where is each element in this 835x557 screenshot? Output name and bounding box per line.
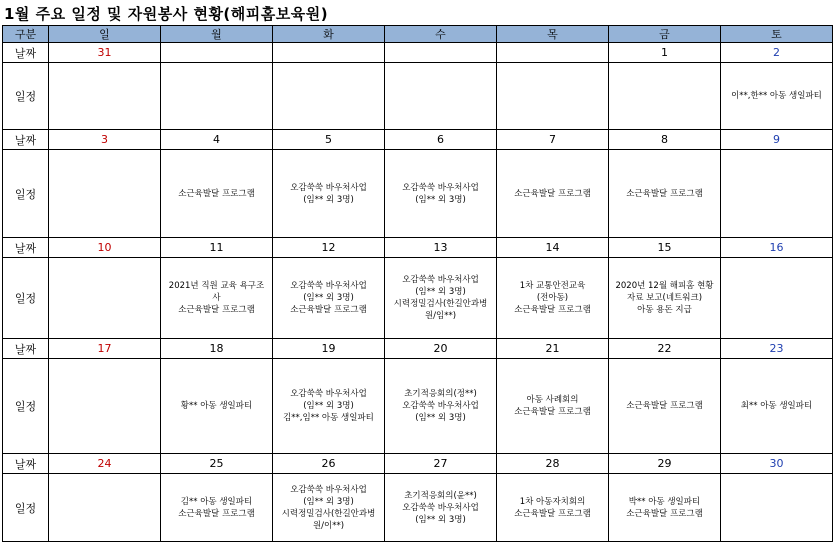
schedule-text: 오감쑥쑥 바우처사업 (임** 외 3명) 시력정밀검사(한길안과병 원/임**) xyxy=(393,275,488,321)
schedule-cell xyxy=(385,150,497,238)
schedule-text: 소근육발달 프로그램 xyxy=(514,188,591,199)
schedule-row-label: 일정 xyxy=(3,474,49,542)
date-cell xyxy=(273,43,385,63)
schedule-cell xyxy=(497,474,609,542)
schedule-row xyxy=(3,258,833,339)
date-cell: 28 xyxy=(497,454,609,474)
date-row-label: 날짜 xyxy=(3,339,49,359)
schedule-text: 초기적응회의(정**) 오감쑥쑥 바우처사업 (임** 외 3명) xyxy=(402,389,479,423)
schedule-cell xyxy=(721,359,833,454)
calendar-header-row xyxy=(3,26,833,43)
schedule-row-label: 일정 xyxy=(3,150,49,238)
schedule-text: 1차 아동자치회의 소근육발달 프로그램 xyxy=(514,496,591,519)
date-cell: 17 xyxy=(49,339,161,359)
date-row xyxy=(3,454,833,474)
schedule-cell xyxy=(721,258,833,339)
date-cell: 26 xyxy=(273,454,385,474)
schedule-row-label: 일정 xyxy=(3,63,49,130)
schedule-cell xyxy=(497,150,609,238)
date-cell: 29 xyxy=(609,454,721,474)
schedule-cell xyxy=(609,63,721,130)
date-cell: 7 xyxy=(497,130,609,150)
date-cell xyxy=(161,43,273,63)
date-cell: 31 xyxy=(49,43,161,63)
date-cell: 16 xyxy=(721,238,833,258)
schedule-text: 오감쑥쑥 바우처사업 (임** 외 3명) xyxy=(402,182,479,205)
schedule-cell xyxy=(497,258,609,339)
schedule-text: 소근육발달 프로그램 xyxy=(178,188,255,199)
schedule-cell xyxy=(161,150,273,238)
schedule-cell xyxy=(273,359,385,454)
date-cell xyxy=(497,43,609,63)
schedule-text: 오감쑥쑥 바우처사업 (임** 외 3명) 시력정밀검사(한길안과병 원/이**) xyxy=(281,484,376,531)
schedule-cell xyxy=(385,63,497,130)
schedule-cell xyxy=(49,150,161,238)
calendar-body xyxy=(3,43,833,542)
date-cell: 15 xyxy=(609,238,721,258)
schedule-cell xyxy=(385,359,497,454)
date-cell: 20 xyxy=(385,339,497,359)
date-cell: 9 xyxy=(721,130,833,150)
schedule-text: 최** 아동 생일파티 xyxy=(740,401,813,411)
schedule-cell xyxy=(161,258,273,339)
schedule-cell xyxy=(49,359,161,454)
date-cell: 3 xyxy=(49,130,161,150)
date-row-label: 날짜 xyxy=(3,43,49,63)
schedule-cell xyxy=(721,63,833,130)
schedule-cell xyxy=(273,258,385,339)
page-title: 1월 주요 일정 및 자원봉사 현황(해피홈보육원) xyxy=(4,5,329,23)
date-cell: 21 xyxy=(497,339,609,359)
date-cell: 22 xyxy=(609,339,721,359)
header-corner-cell: 구분 xyxy=(3,26,49,43)
date-cell: 10 xyxy=(49,238,161,258)
date-cell: 13 xyxy=(385,238,497,258)
schedule-row xyxy=(3,63,833,130)
date-cell: 24 xyxy=(49,454,161,474)
schedule-text: 오감쑥쑥 바우처사업 (임** 외 3명) xyxy=(290,182,367,205)
schedule-text: 초기적응회의(윤**) 오감쑥쑥 바우처사업 (임** 외 3명) xyxy=(402,490,479,525)
schedule-cell xyxy=(161,474,273,542)
schedule-text: 소근육발달 프로그램 xyxy=(626,401,703,411)
schedule-cell xyxy=(273,474,385,542)
schedule-row-label: 일정 xyxy=(3,258,49,339)
schedule-cell xyxy=(609,150,721,238)
schedule-cell xyxy=(273,150,385,238)
schedule-row xyxy=(3,359,833,454)
schedule-row xyxy=(3,474,833,542)
date-cell: 27 xyxy=(385,454,497,474)
schedule-text: 2021년 직원 교육 욕구조 사 소근육발달 프로그램 xyxy=(168,281,265,315)
schedule-cell xyxy=(497,359,609,454)
date-cell: 6 xyxy=(385,130,497,150)
schedule-row-label: 일정 xyxy=(3,359,49,454)
schedule-cell xyxy=(49,474,161,542)
schedule-cell xyxy=(609,474,721,542)
schedule-cell xyxy=(49,63,161,130)
schedule-text: 소근육발달 프로그램 xyxy=(626,188,703,199)
schedule-row xyxy=(3,150,833,238)
header-day-tue: 화 xyxy=(273,26,385,43)
date-cell: 12 xyxy=(273,238,385,258)
date-cell: 18 xyxy=(161,339,273,359)
date-cell: 19 xyxy=(273,339,385,359)
header-day-sat: 토 xyxy=(721,26,833,43)
schedule-cell xyxy=(161,63,273,130)
calendar-table xyxy=(2,25,833,542)
schedule-text: 1차 교통안전교육 (전아동) 소근육발달 프로그램 xyxy=(514,281,591,315)
schedule-text: 황** 아동 생일파티 xyxy=(180,401,253,411)
header-day-wed: 수 xyxy=(385,26,497,43)
date-row-label: 날짜 xyxy=(3,238,49,258)
date-cell: 30 xyxy=(721,454,833,474)
schedule-cell xyxy=(385,258,497,339)
date-cell: 23 xyxy=(721,339,833,359)
schedule-cell xyxy=(497,63,609,130)
header-day-thu: 목 xyxy=(497,26,609,43)
date-cell: 5 xyxy=(273,130,385,150)
date-cell: 1 xyxy=(609,43,721,63)
date-row xyxy=(3,339,833,359)
date-row xyxy=(3,238,833,258)
schedule-cell xyxy=(609,258,721,339)
date-cell: 8 xyxy=(609,130,721,150)
schedule-cell xyxy=(385,474,497,542)
schedule-cell xyxy=(721,474,833,542)
schedule-cell xyxy=(273,63,385,130)
schedule-text: 박** 아동 생일파티 소근육발달 프로그램 xyxy=(626,496,703,519)
date-cell: 4 xyxy=(161,130,273,150)
schedule-text: 2020년 12월 해피홈 현황 자료 보고(네트워크) 아동 용돈 지급 xyxy=(615,281,714,315)
date-row xyxy=(3,130,833,150)
date-cell: 11 xyxy=(161,238,273,258)
date-cell: 2 xyxy=(721,43,833,63)
schedule-text: 김** 아동 생일파티 소근육발달 프로그램 xyxy=(178,496,255,519)
schedule-text: 이**,한** 아동 생일파티 xyxy=(731,91,822,101)
date-cell: 25 xyxy=(161,454,273,474)
schedule-cell xyxy=(721,150,833,238)
date-row xyxy=(3,43,833,63)
date-row-label: 날짜 xyxy=(3,454,49,474)
date-cell: 14 xyxy=(497,238,609,258)
header-day-mon: 월 xyxy=(161,26,273,43)
date-row-label: 날짜 xyxy=(3,130,49,150)
header-day-fri: 금 xyxy=(609,26,721,43)
schedule-cell xyxy=(161,359,273,454)
schedule-cell xyxy=(609,359,721,454)
header-day-sun: 일 xyxy=(49,26,161,43)
schedule-text: 오감쑥쑥 바우처사업 (임** 외 3명) 김**,임** 아동 생일파티 xyxy=(283,389,374,423)
date-cell xyxy=(385,43,497,63)
schedule-cell xyxy=(49,258,161,339)
schedule-text: 아동 사례회의 소근육발달 프로그램 xyxy=(514,395,591,417)
schedule-text: 오감쑥쑥 바우처사업 (임** 외 3명) 소근육발달 프로그램 xyxy=(290,281,367,315)
